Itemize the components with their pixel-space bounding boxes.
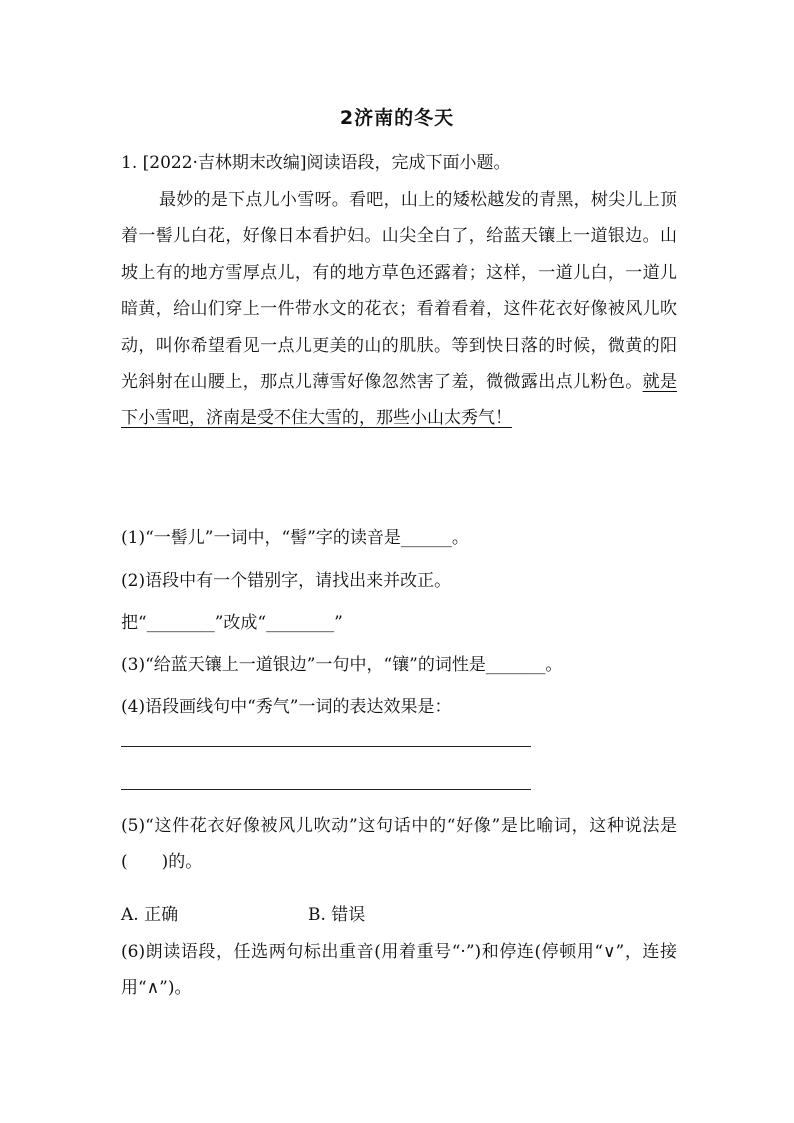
sub-question-5: (5)“这件花衣好像被风儿吹动”这句话中的“好像”是比喻词，这种说法是( )的。	[121, 816, 677, 873]
page-title: 2济南的冬天	[339, 107, 455, 129]
answer-line	[121, 746, 531, 747]
passage-underlined-sentence: 就是下小雪吧，济南是受不住大雪的，那些小山太秀气！	[121, 372, 678, 429]
option-b: B. 错误	[308, 905, 366, 925]
question-1-header: 1. [2022·吉林期末改编]阅读语段，完成下面小题。	[121, 153, 511, 173]
sub-question-2-answer: 把“________”改成“________”	[121, 613, 343, 633]
sub-question-2: (2)语段中有一个错别字，请找出来并改正。	[121, 571, 452, 591]
sub-question-6: (6)朗读语段，任选两句标出重音(用着重号“·”)和停连(停顿用“∨”，连接用“∧”)。	[121, 942, 677, 999]
passage-text: 最妙的是下点儿小雪呀。看吧，山上的矮松越发的青黑，树尖儿上顶着一髻儿白花，好像日本看护妇。山尖全白了，给蓝天镶上一道银边。山坡上有的地方雪厚点儿，有的地方草色还露着；这样，一道儿白，一道儿暗黄，给山们穿上一件带水文的花衣；看着看着，这件花衣好像被风儿吹动，叫你希望看见一点儿更美的山的肌肤。等到快日落的时候，微黄的阳光斜射在山腰上，那点儿薄雪好像忽然害了羞，微微露出点儿粉色。	[121, 190, 677, 393]
sub-question-4: (4)语段画线句中“秀气”一词的表达效果是：	[121, 697, 452, 717]
sub-question-1: (1)“一髻儿”一词中，“髻”字的读音是______。	[121, 528, 469, 548]
sub-question-3: (3)“给蓝天镶上一道银边”一句中，“镶”的词性是_______。	[121, 655, 563, 675]
answer-line	[121, 789, 531, 790]
option-a: A. 正确	[121, 905, 179, 925]
reading-passage	[121, 182, 677, 437]
